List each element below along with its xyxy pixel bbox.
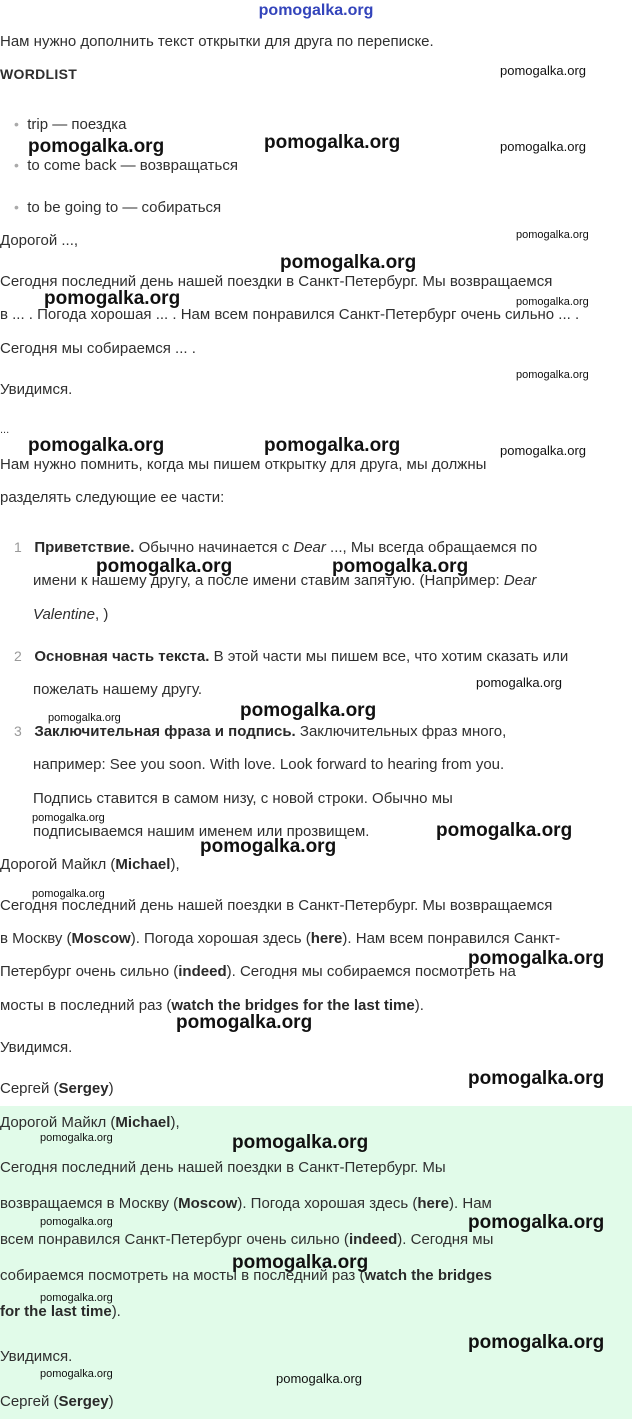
part-heading: Приветствие. <box>34 539 135 556</box>
watermark: pomogalka.org <box>280 252 417 273</box>
part-item <box>14 539 537 556</box>
intro-text: Нам нужно дополнить текст открытки для друга по переписке. <box>0 33 434 50</box>
answer-line <box>0 963 516 980</box>
bullet-icon: • <box>14 157 19 173</box>
watermark: pomogalka.org <box>476 675 562 690</box>
final-text: Дорогой Майкл ( <box>0 1114 116 1131</box>
watermark: pomogalka.org <box>516 369 589 381</box>
watermark: pomogalka.org <box>48 712 121 724</box>
template-line: Сегодня последний день нашей поездки в Санкт-Петербург. Мы возвращаемся <box>0 273 553 290</box>
watermark: pomogalka.org <box>436 820 573 841</box>
answer-text: мосты в последний раз ( <box>0 997 172 1014</box>
watermark: pomogalka.org <box>40 1216 113 1228</box>
watermark: pomogalka.org <box>264 132 401 153</box>
watermark: pomogalka.org <box>232 1252 369 1273</box>
bullet-icon: • <box>14 199 19 215</box>
part-text: , ) <box>95 606 109 623</box>
part-line: Подпись ставится в самом низу, с новой строки. Обычно мы <box>33 790 453 807</box>
final-bold: Sergey <box>58 1393 109 1410</box>
answer-text: ) <box>108 1080 114 1097</box>
final-line <box>0 1231 493 1248</box>
explanation-line: Нам нужно помнить, когда мы пишем открытку для друга, мы должны <box>0 456 487 473</box>
answer-text: Дорогой Майкл ( <box>0 856 116 873</box>
watermark: pomogalka.org <box>264 435 401 456</box>
answer-bold: here <box>310 930 343 947</box>
part-number: 2 <box>14 648 22 664</box>
explanation-line: разделять следующие ее части: <box>0 489 225 506</box>
part-text: ..., Мы всегда обращаемся по <box>325 539 538 556</box>
watermark: pomogalka.org <box>200 836 337 857</box>
wordlist-item-text: trip — поездка <box>27 116 127 133</box>
final-bold: here <box>417 1195 450 1212</box>
watermark: pomogalka.org <box>96 556 233 577</box>
answer-signature <box>0 1080 114 1097</box>
part-line: пожелать нашему другу. <box>33 681 203 698</box>
template-line: Сегодня мы собираемся ... . <box>0 340 196 357</box>
answer-greeting <box>0 856 180 873</box>
part-heading: Заключительная фраза и подпись. <box>34 723 296 740</box>
final-bold: indeed <box>348 1231 398 1248</box>
part-italic: Valentine <box>33 606 95 623</box>
part-italic: Dear <box>293 539 326 556</box>
final-greeting <box>0 1114 180 1131</box>
watermark: pomogalka.org <box>40 1292 113 1304</box>
answer-text: Петербург очень сильно ( <box>0 963 179 980</box>
watermark: pomogalka.org <box>240 700 377 721</box>
watermark: pomogalka.org <box>32 888 105 900</box>
answer-line <box>0 930 560 947</box>
final-text: возвращаемся в Москву ( <box>0 1195 179 1212</box>
final-line <box>0 1195 492 1212</box>
wordlist-item <box>14 116 126 133</box>
watermark: pomogalka.org <box>332 556 469 577</box>
part-text: имени к нашему другу, а после имени ставим запятую. (Например: <box>33 572 500 589</box>
wordlist-item-text: to be going to — собираться <box>27 199 222 216</box>
watermark: pomogalka.org <box>500 63 586 78</box>
final-signature <box>0 1393 114 1410</box>
final-bold: Moscow <box>178 1195 238 1212</box>
final-text: ) <box>108 1393 114 1410</box>
wordlist-item <box>14 157 238 174</box>
answer-line: Сегодня последний день нашей поездки в Санкт-Петербург. Мы возвращаемся <box>0 897 553 914</box>
answer-text: ). Сегодня мы собираемся посмотреть на <box>226 963 516 980</box>
watermark: pomogalka.org <box>468 1212 605 1233</box>
answer-bold: Sergey <box>58 1080 109 1097</box>
final-text: собираемся посмотреть на мосты в последний раз ( <box>0 1267 365 1284</box>
final-bold: watch the bridges <box>364 1267 492 1284</box>
watermark: pomogalka.org <box>516 296 589 308</box>
final-text: ). <box>111 1303 121 1320</box>
part-number: 3 <box>14 723 22 739</box>
template-line: в ... . Погода хорошая ... . Нам всем понравился Санкт-Петербург очень сильно ... . <box>0 306 580 323</box>
part-line: подписываемся нашим именем или прозвищем. <box>33 823 370 840</box>
watermark: pomogalka.org <box>500 443 586 458</box>
watermark: pomogalka.org <box>468 948 605 969</box>
answer-text: ). Нам всем понравился Санкт- <box>342 930 561 947</box>
answer-text: Сергей ( <box>0 1080 59 1097</box>
part-text: В этой части мы пишем все, что хотим сказать или <box>209 648 569 665</box>
part-text: Обычно начинается с <box>134 539 294 556</box>
part-line <box>33 606 108 623</box>
final-text: ), <box>170 1114 180 1131</box>
final-bold: Michael <box>115 1114 171 1131</box>
final-line: Сегодня последний день нашей поездки в Санкт-Петербург. Мы <box>0 1159 446 1176</box>
watermark: pomogalka.org <box>28 435 165 456</box>
watermark: pomogalka.org <box>44 288 181 309</box>
final-text: ). Погода хорошая здесь ( <box>237 1195 418 1212</box>
part-line: например: See you soon. With love. Look forward to hearing from you. <box>33 756 505 773</box>
answer-bold: Michael <box>115 856 171 873</box>
part-number: 1 <box>14 539 22 555</box>
final-text: ). Сегодня мы <box>397 1231 494 1248</box>
wordlist-title: WORDLIST <box>0 66 78 82</box>
answer-bold: Moscow <box>71 930 131 947</box>
part-item <box>14 723 506 740</box>
part-text: Заключительных фраз много, <box>295 723 507 740</box>
answer-bold: watch the bridges for the last time <box>171 997 415 1014</box>
site-header[interactable]: pomogalka.org <box>258 2 374 19</box>
template-greeting: Дорогой ..., <box>0 232 79 249</box>
wordlist-item-text: to come back — возвращаться <box>27 157 238 174</box>
part-italic: Dear <box>503 572 537 589</box>
final-line <box>0 1303 121 1320</box>
part-heading: Основная часть текста. <box>34 648 210 665</box>
watermark: pomogalka.org <box>232 1132 369 1153</box>
watermark: pomogalka.org <box>468 1332 605 1353</box>
part-item <box>14 648 568 665</box>
final-text: ). Нам <box>449 1195 492 1212</box>
answer-text: ). Погода хорошая здесь ( <box>130 930 311 947</box>
wordlist-item <box>14 199 221 216</box>
watermark: pomogalka.org <box>40 1368 113 1380</box>
watermark: pomogalka.org <box>32 812 105 824</box>
final-bold: for the last time <box>0 1303 112 1320</box>
answer-text: ), <box>170 856 180 873</box>
bullet-icon: • <box>14 116 19 132</box>
answer-closing: Увидимся. <box>0 1039 73 1056</box>
answer-bold: indeed <box>178 963 227 980</box>
watermark: pomogalka.org <box>276 1371 362 1386</box>
watermark: pomogalka.org <box>176 1012 313 1033</box>
watermark: pomogalka.org <box>516 229 589 241</box>
final-closing: Увидимся. <box>0 1348 73 1365</box>
watermark: pomogalka.org <box>40 1132 113 1144</box>
watermark: pomogalka.org <box>468 1068 605 1089</box>
template-closing: Увидимся. <box>0 381 73 398</box>
template-signature: ... <box>0 424 10 436</box>
answer-text: в Москву ( <box>0 930 72 947</box>
answer-text: ). <box>414 997 424 1014</box>
watermark: pomogalka.org <box>500 139 586 154</box>
final-text: Сергей ( <box>0 1393 59 1410</box>
final-text: всем понравился Санкт-Петербург очень сильно ( <box>0 1231 349 1248</box>
watermark: pomogalka.org <box>28 136 165 157</box>
